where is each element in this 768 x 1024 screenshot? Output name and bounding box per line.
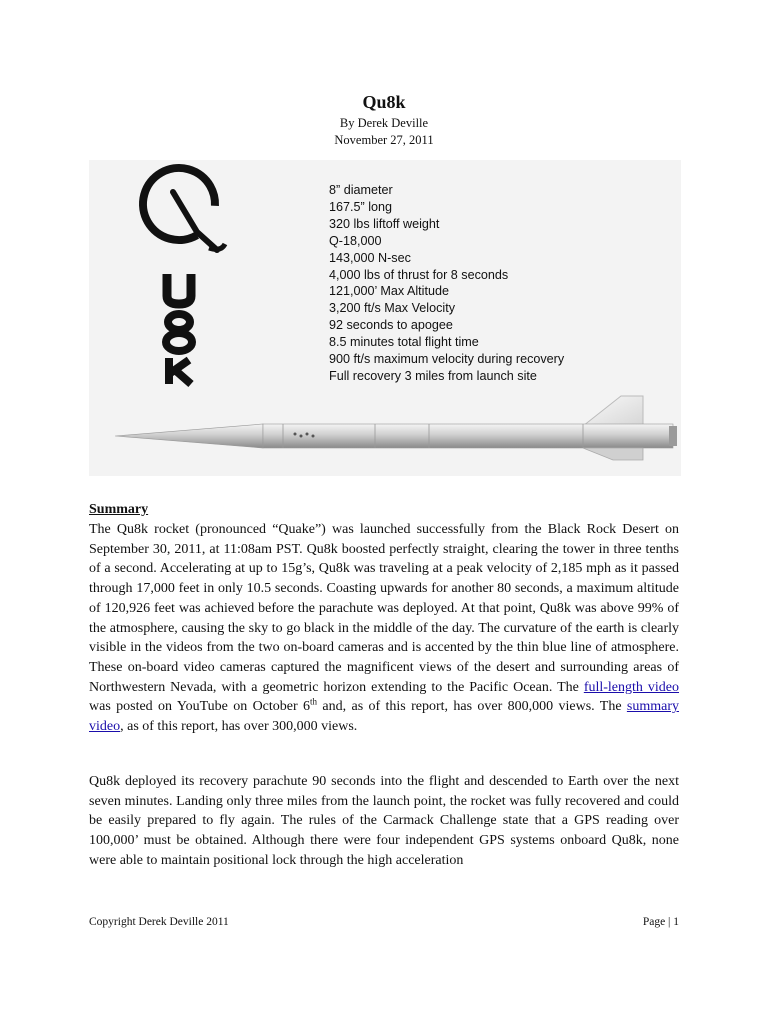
summary-paragraph-2: Qu8k deployed its recovery parachute 90 seconds into the flight and descended to Earth over the next seven minutes. Landing only three miles from the launch point, the rocket was fully recovered and could be easily prepared to fly again. The rules of the Carmack Challenge state that a GPS reading over 100,000’ must be obtained. Although there were four independent GPS systems onboard Qu8k, none were able to maintain positional lock through the high acceleration: [89, 774, 679, 868]
summary-text: was posted on YouTube on October 6: [89, 699, 311, 715]
spec-item: Q-18,000: [329, 233, 382, 248]
spec-item: 92 seconds to apogee: [329, 318, 453, 333]
summary-paragraph-1: [89, 520, 679, 737]
rocket-illustration: [113, 388, 679, 473]
footer-copyright: Copyright Derek Deville 2011: [89, 916, 229, 928]
spec-item: Full recovery 3 miles from launch site: [329, 368, 537, 383]
rocket-fin-top: [583, 396, 643, 426]
author-line: By Derek Deville: [339, 116, 429, 130]
summary-text: and, as of this report, has over 800,000 views. The: [317, 699, 627, 715]
rocket-body: [263, 424, 673, 448]
rocket-tail: [669, 426, 677, 446]
rocket-camera: [300, 435, 303, 438]
logo-eight-top: [168, 314, 190, 330]
summary-text: , as of this report, has over 300,000 views.: [120, 719, 358, 735]
rocket-fin-bottom: [583, 448, 643, 460]
summary-heading: Summary: [89, 502, 149, 517]
page-title: Qu8k: [362, 92, 406, 112]
logo-k: [169, 358, 191, 384]
rocket-nose: [115, 424, 263, 448]
spec-item: 8.5 minutes total flight time: [329, 335, 479, 350]
rocket-camera: [294, 433, 297, 436]
logo-eight-bottom: [166, 333, 192, 351]
spec-item: 121,000’ Max Altitude: [329, 284, 449, 299]
rocket-camera: [312, 435, 315, 438]
superscript-th: th: [310, 696, 318, 707]
spec-item: 4,000 lbs of thrust for 8 seconds: [329, 267, 509, 282]
qu8k-logo: [133, 162, 253, 387]
summary-text: The Qu8k rocket (pronounced “Quake”) was launched successfully from the Black Rock Desert on September 30, 2011, at 11:08am PST. Qu8k boosted perfectly straight, clearing the tower in three tenths of a second. Accelerating at up to 15g’s, Qu8k was traveling at a peak velocity of 2,185 mph as it passed through 17,000 feet in only 10.5 seconds. Coasting upwards for another 80 seconds, a maximum altitude of 120,926 feet was achieved before the parachute was deployed. At that point, Qu8k was above 99% of the atmosphere, causing the sky to go black in the middle of the day. The curvature of the earth is clearly visible in the videos from the two on-board cameras and is accented by the thin blue line of atmosphere. These on-board video cameras captured the magnificent views of the desert and surrounding areas of Northwestern Nevada, with a geometric horizon extending to the Pacific Ocean. The: [89, 522, 679, 695]
logo-u: [167, 274, 191, 304]
spec-list: [329, 182, 564, 385]
spec-item: 8” diameter: [329, 183, 393, 197]
summary-video-link[interactable]: summary video: [89, 699, 679, 735]
spec-item: 167.5” long: [329, 199, 393, 214]
rocket-camera: [306, 433, 309, 436]
spec-item: 900 ft/s maximum velocity during recovery: [329, 352, 565, 367]
spec-item: 143,000 N-sec: [329, 250, 411, 265]
spec-item: 3,200 ft/s Max Velocity: [329, 301, 455, 316]
full-length-video-link[interactable]: full-length video: [583, 679, 679, 695]
date-line: November 27, 2011: [334, 133, 434, 147]
footer-page-number: Page | 1: [642, 916, 679, 928]
spec-item: 320 lbs liftoff weight: [329, 216, 440, 231]
rocket-banner: [89, 160, 681, 476]
